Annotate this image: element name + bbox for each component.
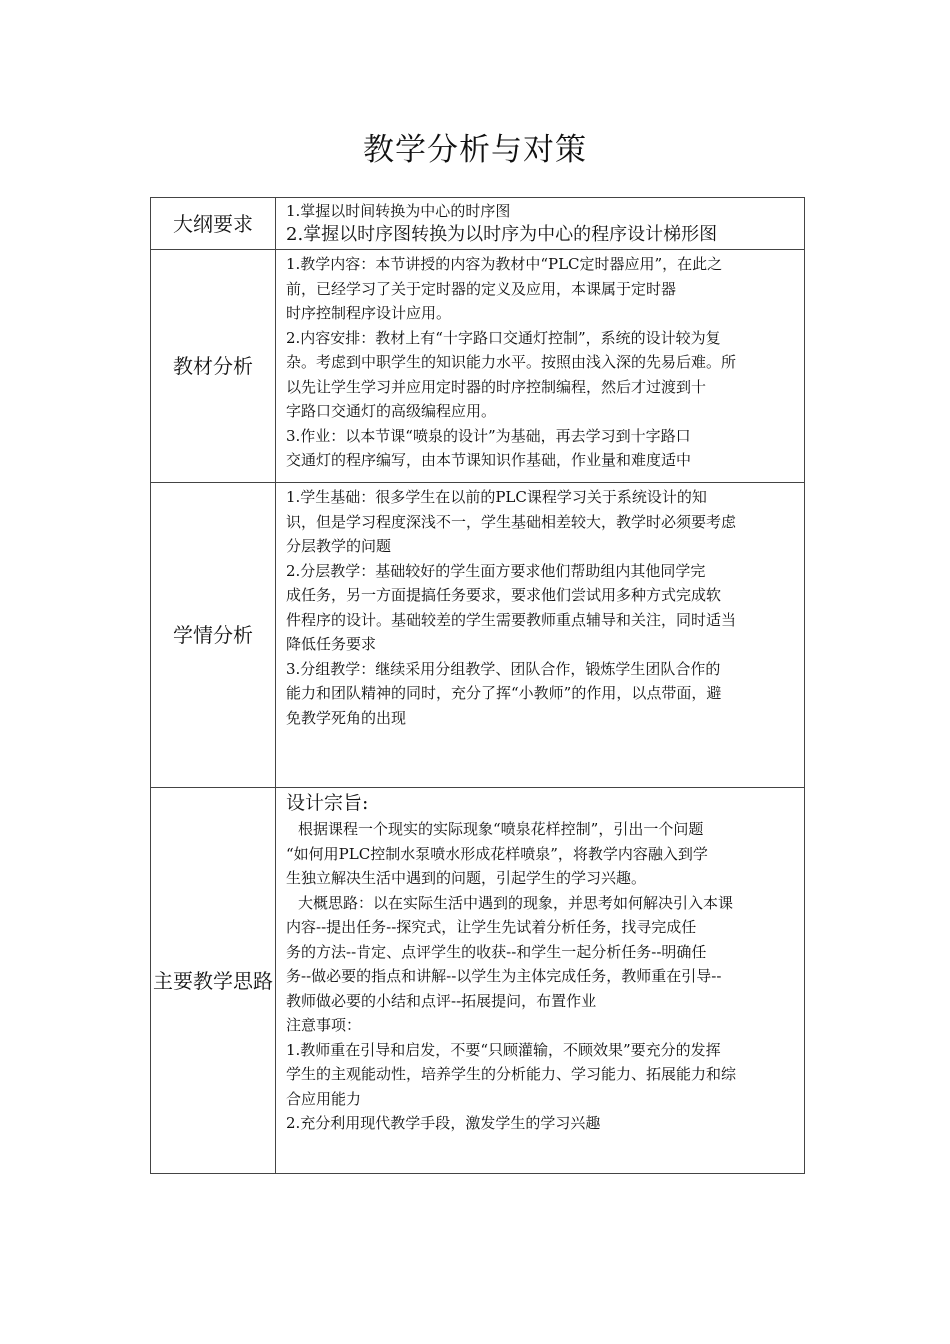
cell-main-idea xyxy=(276,788,805,1174)
material-line-3: 时序控制程序设计应用。 xyxy=(286,304,452,322)
row-label-outline: 大纲要求 xyxy=(151,198,276,250)
cell-material xyxy=(276,250,805,483)
students-line-2: 识，但是学习程度深浅不一，学生基础相差较大，教学时必须要考虑 xyxy=(286,512,737,531)
students-line-9: 能力和团队精神的同时，充分了挥“小教师”的作用，以点带面，避 xyxy=(286,684,722,702)
outline-line-2: 2.掌握以时序图转换为以时序为中心的程序设计梯形图 xyxy=(286,224,718,245)
students-line-3: 分层教学的问题 xyxy=(286,537,392,555)
page-title: 教学分析与对策 xyxy=(363,132,587,168)
main-idea-line-12: 合应用能力 xyxy=(286,1089,362,1108)
main-idea-line-11: 学生的主观能动性，培养学生的分析能力、学习能力、拓展能力和综 xyxy=(286,1065,737,1083)
main-idea-line-13: 2.充分利用现代教学手段，激发学生的学习兴趣 xyxy=(286,1114,601,1132)
main-idea-line-8: 教师做必要的小结和点评--拓展提问，布置作业 xyxy=(286,991,597,1010)
main-idea-line-10: 1.教师重在引导和启发，不要“只顾灌输，不顾效果”要充分的发挥 xyxy=(286,1040,721,1059)
row-label-main-idea: 主要教学思路 xyxy=(151,788,276,1174)
outline-line-1: 1.掌握以时间转换为中心的时序图 xyxy=(286,202,511,220)
students-line-8: 3.分组教学：继续采用分组教学、团队合作，锻炼学生团队合作的 xyxy=(286,659,721,678)
main-idea-line-5: 内容--提出任务--探究式，让学生先试着分析任务，找寻完成任 xyxy=(286,918,697,936)
notes-heading: 注意事项： xyxy=(286,1016,362,1034)
main-idea-line-6: 务的方法--肯定、点评学生的收获--和学生一起分析任务--明确任 xyxy=(286,942,707,961)
students-line-6: 件程序的设计。基础较差的学生需要教师重点辅导和关注，同时适当 xyxy=(286,610,737,629)
cell-outline xyxy=(276,198,805,250)
material-line-8: 3.作业：以本节课“喷泉的设计”为基础，再去学习到十字路口 xyxy=(286,426,691,445)
main-idea-line-7: 务--做必要的指点和讲解--以学生为主体完成任务，教师重在引导-- xyxy=(286,967,722,985)
table-row xyxy=(151,198,805,250)
material-line-4: 2.内容安排：教材上有“十字路口交通灯控制”，系统的设计较为复 xyxy=(286,328,721,347)
main-idea-line-2: “如何用PLC控制水泵喷水形成花样喷泉”，将教学内容融入到学 xyxy=(286,844,708,863)
material-line-5: 杂。考虑到中职学生的知识能力水平。按照由浅入深的先易后难。所 xyxy=(286,353,737,371)
students-line-7: 降低任务要求 xyxy=(286,635,377,653)
main-idea-line-4: 大概思路：以在实际生活中遇到的现象，并思考如何解决引入本课 xyxy=(298,893,734,912)
main-idea-line-1: 根据课程一个现实的实际现象“喷泉花样控制”，引出一个问题 xyxy=(298,820,704,838)
material-line-2: 前，已经学习了关于定时器的定义及应用，本课属于定时器 xyxy=(286,279,677,298)
students-line-1: 1.学生基础：很多学生在以前的PLC课程学习关于系统设计的知 xyxy=(286,488,707,506)
material-line-9: 交通灯的程序编写，由本节课知识作基础，作业量和难度适中 xyxy=(286,451,692,469)
cell-students xyxy=(276,483,805,788)
table-row xyxy=(151,788,805,1174)
table-row xyxy=(151,483,805,788)
students-line-10: 免教学死角的出现 xyxy=(286,708,407,727)
material-line-7: 字路口交通灯的高级编程应用。 xyxy=(286,402,497,420)
table-row xyxy=(151,250,805,483)
main-idea-line-3: 生独立解决生活中遇到的问题，引起学生的学习兴趣。 xyxy=(286,869,647,887)
students-line-5: 成任务，另一方面提搞任务要求，要求他们尝试用多种方式完成软 xyxy=(286,586,722,604)
row-label-students: 学情分析 xyxy=(151,483,276,788)
material-line-6: 以先让学生学习并应用定时器的时序控制编程，然后才过渡到十 xyxy=(286,377,707,396)
material-line-1: 1.教学内容：本节讲授的内容为教材中“PLC定时器应用”，在此之 xyxy=(286,255,723,273)
analysis-table xyxy=(150,197,805,1174)
students-line-4: 2.分层教学：基础较好的学生面方要求他们帮助组内其他同学完 xyxy=(286,561,706,580)
design-purpose-heading: 设计宗旨: xyxy=(286,792,369,814)
row-label-material: 教材分析 xyxy=(151,250,276,483)
